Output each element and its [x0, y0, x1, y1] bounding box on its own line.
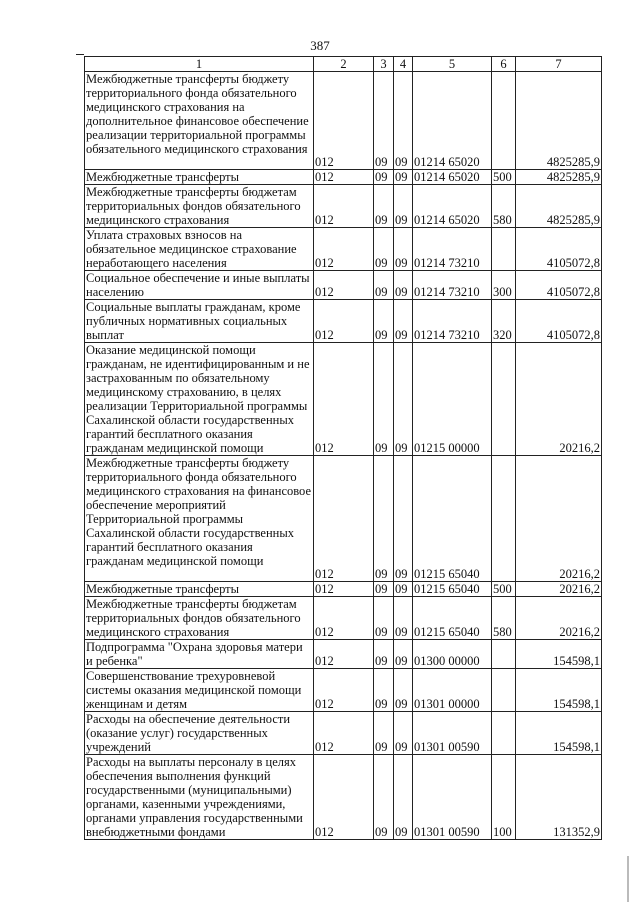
row-expense-type-code: 580 [492, 597, 516, 640]
header-col-4: 4 [394, 57, 413, 72]
row-expense-type-code [492, 640, 516, 669]
row-amount: 20216,2 [516, 456, 602, 582]
row-amount: 4105072,8 [516, 228, 602, 271]
row-section-code: 09 [374, 343, 394, 456]
row-expense-type-code [492, 712, 516, 755]
row-target-code: 01301 00590 [413, 755, 492, 840]
table-row [85, 640, 602, 669]
margin-dash [76, 54, 84, 55]
row-expense-type-code: 500 [492, 582, 516, 597]
budget-table [84, 56, 602, 840]
table-row [85, 185, 602, 228]
header-col-3: 3 [374, 57, 394, 72]
row-admin-code: 012 [314, 669, 374, 712]
row-amount: 131352,9 [516, 755, 602, 840]
row-name: Расходы на обеспечение деятельности (оказание услуг) государственных учреждений [85, 712, 314, 755]
row-target-code: 01214 65020 [413, 170, 492, 185]
row-name: Межбюджетные трансферты [85, 582, 314, 597]
row-section-code: 09 [374, 755, 394, 840]
row-target-code: 01214 65020 [413, 72, 492, 170]
header-col-6: 6 [492, 57, 516, 72]
row-name: Подпрограмма "Охрана здоровья матери и ребенка" [85, 640, 314, 669]
row-admin-code: 012 [314, 271, 374, 300]
row-section-code: 09 [374, 582, 394, 597]
header-col-1: 1 [85, 57, 314, 72]
row-name: Социальное обеспечение и иные выплаты населению [85, 271, 314, 300]
row-amount: 4825285,9 [516, 72, 602, 170]
row-target-code: 01215 65040 [413, 456, 492, 582]
row-target-code: 01214 73210 [413, 228, 492, 271]
row-subsection-code: 09 [394, 640, 413, 669]
row-amount: 4105072,8 [516, 271, 602, 300]
header-col-5: 5 [413, 57, 492, 72]
row-target-code: 01215 65040 [413, 597, 492, 640]
row-expense-type-code: 580 [492, 185, 516, 228]
row-name: Расходы на выплаты персоналу в целях обеспечения выполнения функций государственными (муниципальными) органами, казенными учреждениями, органами управления государственными внебюджетными фондами [85, 755, 314, 840]
row-subsection-code: 09 [394, 271, 413, 300]
row-target-code: 01215 00000 [413, 343, 492, 456]
row-subsection-code: 09 [394, 755, 413, 840]
row-admin-code: 012 [314, 170, 374, 185]
row-admin-code: 012 [314, 228, 374, 271]
row-subsection-code: 09 [394, 72, 413, 170]
row-section-code: 09 [374, 72, 394, 170]
row-subsection-code: 09 [394, 343, 413, 456]
table-row [85, 582, 602, 597]
row-target-code: 01301 00000 [413, 669, 492, 712]
row-subsection-code: 09 [394, 582, 413, 597]
scan-artifact-line [627, 856, 629, 902]
row-name: Оказание медицинской помощи гражданам, не идентифицированным и не застрахованным по обязательному медицинскому страхованию, в целях реализации Территориальной программы Сахалинской области государственных гарантий бесплатного оказания гражданам медицинской помощи [85, 343, 314, 456]
row-target-code: 01214 73210 [413, 300, 492, 343]
table-row [85, 271, 602, 300]
header-row [85, 57, 602, 72]
row-expense-type-code [492, 228, 516, 271]
header-col-2: 2 [314, 57, 374, 72]
row-amount: 4105072,8 [516, 300, 602, 343]
row-admin-code: 012 [314, 343, 374, 456]
row-expense-type-code: 100 [492, 755, 516, 840]
row-name: Социальные выплаты гражданам, кроме публичных нормативных социальных выплат [85, 300, 314, 343]
row-amount: 20216,2 [516, 582, 602, 597]
row-admin-code: 012 [314, 712, 374, 755]
row-admin-code: 012 [314, 597, 374, 640]
row-name: Межбюджетные трансферты [85, 170, 314, 185]
row-admin-code: 012 [314, 456, 374, 582]
row-name: Совершенствование трехуровневой системы оказания медицинской помощи женщинам и детям [85, 669, 314, 712]
row-target-code: 01214 73210 [413, 271, 492, 300]
table-row [85, 456, 602, 582]
row-expense-type-code [492, 456, 516, 582]
row-subsection-code: 09 [394, 669, 413, 712]
row-section-code: 09 [374, 640, 394, 669]
row-expense-type-code: 300 [492, 271, 516, 300]
row-section-code: 09 [374, 228, 394, 271]
row-section-code: 09 [374, 712, 394, 755]
row-admin-code: 012 [314, 185, 374, 228]
row-section-code: 09 [374, 597, 394, 640]
row-name: Межбюджетные трансферты бюджету территориального фонда обязательного медицинского страхования на финансовое обеспечение мероприятий Территориальной программы Сахалинской области государственных гарантий бесплатного оказания гражданам медицинской помощи [85, 456, 314, 582]
row-amount: 154598,1 [516, 640, 602, 669]
row-amount: 4825285,9 [516, 185, 602, 228]
row-admin-code: 012 [314, 582, 374, 597]
table-row [85, 72, 602, 170]
table-row [85, 343, 602, 456]
row-expense-type-code [492, 343, 516, 456]
row-target-code: 01301 00590 [413, 712, 492, 755]
row-name: Межбюджетные трансферты бюджетам территориальных фондов обязательного медицинского страхования [85, 597, 314, 640]
row-admin-code: 012 [314, 640, 374, 669]
header-col-7: 7 [516, 57, 602, 72]
row-amount: 154598,1 [516, 669, 602, 712]
table-row [85, 755, 602, 840]
row-subsection-code: 09 [394, 712, 413, 755]
row-section-code: 09 [374, 185, 394, 228]
row-admin-code: 012 [314, 300, 374, 343]
row-expense-type-code: 500 [492, 170, 516, 185]
row-subsection-code: 09 [394, 597, 413, 640]
row-expense-type-code [492, 669, 516, 712]
row-subsection-code: 09 [394, 170, 413, 185]
row-admin-code: 012 [314, 72, 374, 170]
row-expense-type-code: 320 [492, 300, 516, 343]
row-amount: 20216,2 [516, 597, 602, 640]
page-number: 387 [310, 38, 330, 53]
row-target-code: 01214 65020 [413, 185, 492, 228]
row-expense-type-code [492, 72, 516, 170]
table-row [85, 170, 602, 185]
row-subsection-code: 09 [394, 456, 413, 582]
row-subsection-code: 09 [394, 300, 413, 343]
row-subsection-code: 09 [394, 228, 413, 271]
row-section-code: 09 [374, 170, 394, 185]
row-subsection-code: 09 [394, 185, 413, 228]
row-target-code: 01215 65040 [413, 582, 492, 597]
row-section-code: 09 [374, 669, 394, 712]
row-target-code: 01300 00000 [413, 640, 492, 669]
row-amount: 4825285,9 [516, 170, 602, 185]
row-amount: 20216,2 [516, 343, 602, 456]
row-section-code: 09 [374, 300, 394, 343]
row-admin-code: 012 [314, 755, 374, 840]
table-row [85, 228, 602, 271]
table-row [85, 712, 602, 755]
row-section-code: 09 [374, 271, 394, 300]
row-amount: 154598,1 [516, 712, 602, 755]
table-row [85, 597, 602, 640]
table-row [85, 669, 602, 712]
row-section-code: 09 [374, 456, 394, 582]
table-row [85, 300, 602, 343]
row-name: Уплата страховых взносов на обязательное медицинское страхование неработающего населения [85, 228, 314, 271]
row-name: Межбюджетные трансферты бюджету территориального фонда обязательного медицинского страхования на дополнительное финансовое обеспечение реализации территориальной программы обязательного медицинского страхования [85, 72, 314, 170]
row-name: Межбюджетные трансферты бюджетам территориальных фондов обязательного медицинского страхования [85, 185, 314, 228]
